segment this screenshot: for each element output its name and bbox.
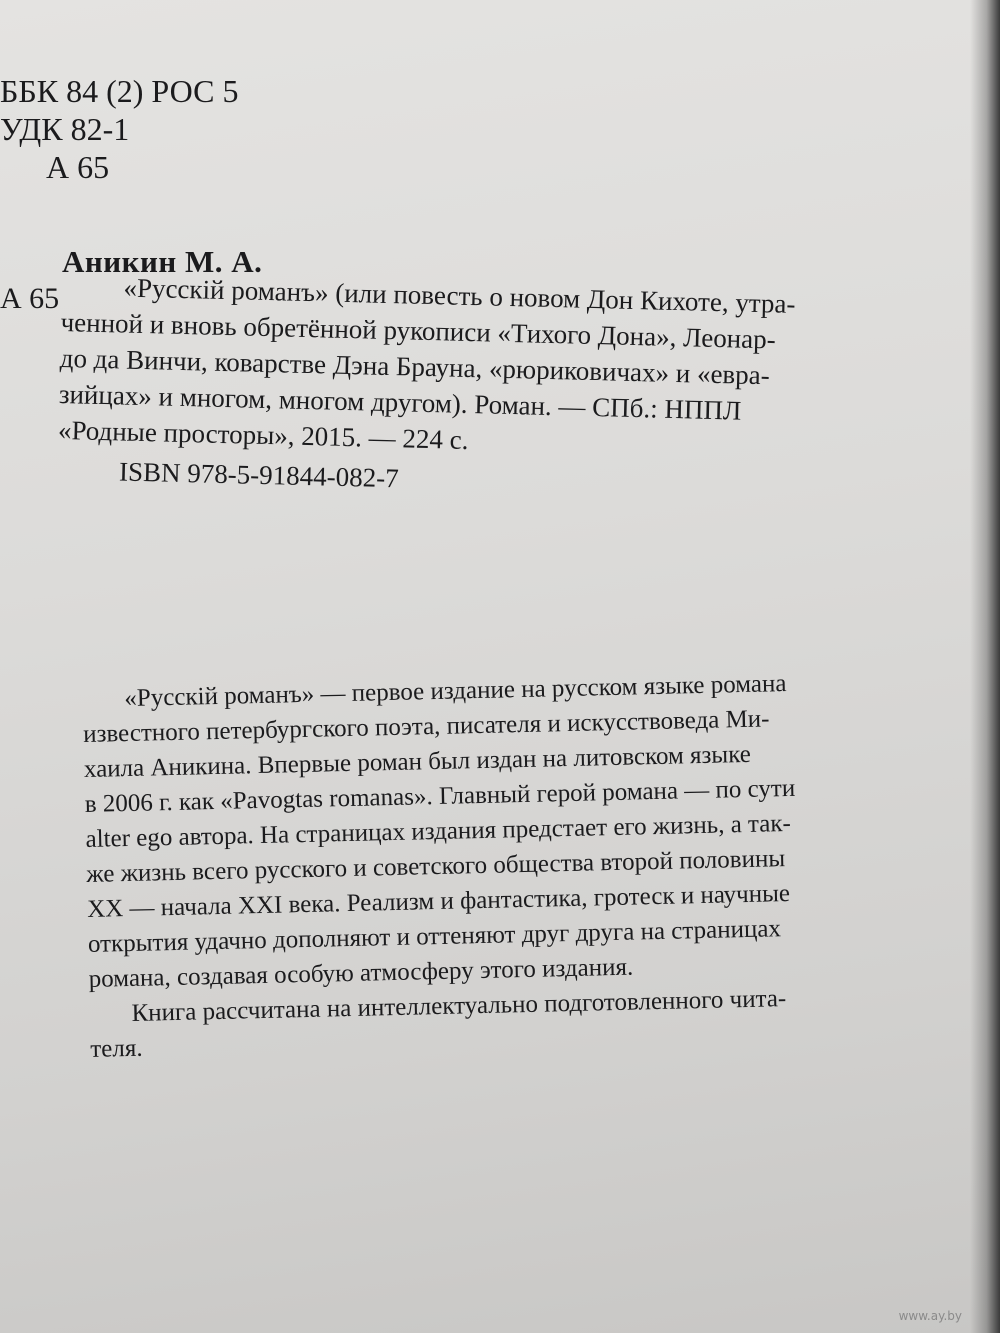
annotation-line: известного петербургского поэта, писателя и искусствоведа Ми- [82,705,770,748]
entry-line: «Родные просторы», 2015. — 224 с. [57,414,469,455]
annotation-line: «Русскій романъ» — первое издание на русском языке романа [124,670,787,713]
bbk-code: ББК 84 (2) РОС 5 [0,73,239,109]
classification-codes [0,72,238,186]
isbn: ISBN 978-5-91844-082-7 [118,456,400,494]
watermark: www.ay.by [898,1309,962,1323]
annotation [82,662,951,1066]
annotation-line: же жизнь всего русского и советского общества второй половины [86,845,786,888]
bibliographic-entry [57,268,942,509]
udk-code: УДК 82-1 [0,111,130,147]
entry-line: зийцах» и многом, многом другом). Роман. — СПб.: НППЛ [58,378,742,426]
annotation-line: Книга рассчитана на интеллектуально подготовленного чита- [131,985,787,1027]
entry-author-sign: А 65 [0,282,60,315]
author-sign: А 65 [46,149,110,185]
entry-line: «Русскій романъ» (или повесть о новом Дон Кихоте, утра- [123,272,796,319]
author-name: Аникин М. А. [62,244,263,279]
annotation-line: романа, создавая особую атмосферу этого издания. [88,953,634,993]
page-edge-shadow [970,0,1000,1333]
annotation-line: XX — начала XXI века. Реализм и фантастика, гротеск и научные [86,879,791,923]
annotation-line: теля. [90,1034,143,1063]
entry-line: ченной и вновь обретённой рукописи «Тихого Дона», Леонар- [60,306,777,355]
annotation-line: хаила Аникина. Впервые роман был издан на литовском языке [83,740,752,783]
annotation-line: открытия удачно дополняют и оттеняют друг друга на страницах [87,915,782,958]
annotation-line: в 2006 г. как «Pavogtas romanas». Главный герой романа — по сути [84,774,796,818]
entry-line: до да Винчи, коварстве Дэна Брауна, «рюриковичах» и «евра- [59,342,771,391]
annotation-line: alter ego автора. На страницах издания предстает его жизнь, а так- [85,809,792,853]
